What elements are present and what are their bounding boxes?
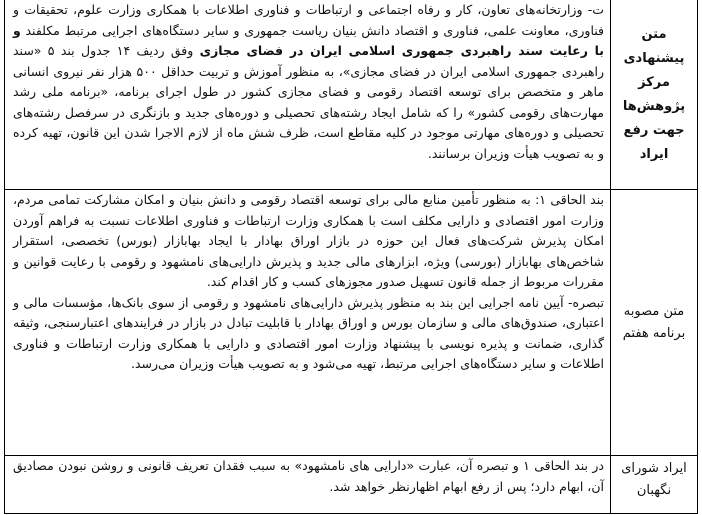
objection-text: در بند الحاقی ۱ و تبصره آن، عبارت «دارایی های نامشهود» به سبب فقدان تعریف قانونی و روشن نبودن مصادیق آن، ابهام دارد؛ پس از رفع ابهام اظهارنظر خواهد شد. xyxy=(13,458,605,494)
row-label-approved-text: متن مصوبه برنامه هفتم xyxy=(611,190,698,456)
proposed-text-paragraph xyxy=(13,0,604,164)
comparison-table xyxy=(4,0,698,514)
approved-text-note: تبصره- آیین نامه اجرایی این بند به منظور پذیرش دارایی‌های نامشهود و رقومی از سوی بانک‌ها، مؤسسات مالی و اعتباری، صندوق‌های مالی و سازمان بورس و اوراق بهادار با قابلیت تبادل در بازار در فرایندهای اعتبارسنجی، وثیقه گذاری، ضمانت و پذیره نویسی با پیشنهاد وزارت امور اقتصادی و دارایی با همکاری وزارت ارتباطات و فناوری اطلاعات و سایر دستگاه‌های اجرایی مرتبط، تهیه می‌شود و به تصویب هیأت وزیران می‌رسد. xyxy=(13,294,604,371)
guardian-council-objection-cell xyxy=(5,456,611,514)
table-row xyxy=(5,190,698,456)
proposed-text-part: وفق ردیف ۱۴ جدول بند ۵ «سند راهبردی جمهوری اسلامی ایران در فضای مجازی»، به منظور آموزش و تربیت حداقل ۵۰۰ هزار نفر نیروی انسانی ماهر و متخصص برای توسعه اقتصاد رقومی و فضای مجازی کشور در طول اجرای برنامه، «برنامه ملی رشد مهارت‌های رقومی کشور» را که شامل ایجاد رشته‌های تحصیلی و دوره‌های جدید و بازنگری در سرفصل رشته‌های تحصیلی و دوره‌های مهارتی موجود در کلیه مقاطع است، ظرف شش ماه از لازم الاجرا شدن این قانون، تهیه کرده و به تصویب هیأت وزیران برسانند. xyxy=(13,43,604,161)
proposed-text-part: ت- وزارتخانه‌های تعاون، کار و رفاه اجتماعی و ارتباطات و فناوری اطلاعات با همکاری وزارت علوم، تحقیقات و فناوری، معاونت علمی، فناوری و اقتصاد دانش بنیان ریاست جمهوری و سایر دستگاه‌های اجرایی مرتبط مکلفند xyxy=(13,2,604,38)
approved-text-clause: بند الحاقی ۱: به منظور تأمین منابع مالی برای توسعه اقتصاد رقومی و دانش بنیان و امکان مشارکت تمامی مردم، وزارت امور اقتصادی و دارایی مکلف است با همکاری وزارت ارتباطات و فناوری اطلاعات نسبت به فراهم آوردن امکان پذیرش شرکت‌های فعال این حوزه در بازار اوراق بهادار با ایجاد بهابازار (بورس) تخصصی، استقرار شاخص‌های بهابازار (بورسی) ویژه، ابزارهای مالی جدید و پذیرش دارایی‌های نامشهود و رقومی با رعایت قوانین و مقررات مربوط از جمله قانون تسهیل صدور مجوزهای کسب و کار اقدام کند. xyxy=(13,192,604,289)
row-label-proposed-text: متن پیشنهادی مرکز پژوهش‌ها جهت رفع ایراد xyxy=(611,0,698,190)
approved-text-cell xyxy=(5,190,611,456)
table-row xyxy=(5,456,698,514)
proposed-text-cell xyxy=(5,0,611,190)
table-row xyxy=(5,0,698,190)
row-label-guardian-council-objection: ایراد شورای نگهبان xyxy=(611,456,698,514)
proposed-text-bold-part: و با رعایت سند راهبردی جمهوری اسلامی ایران در فضای مجازی xyxy=(13,22,604,58)
